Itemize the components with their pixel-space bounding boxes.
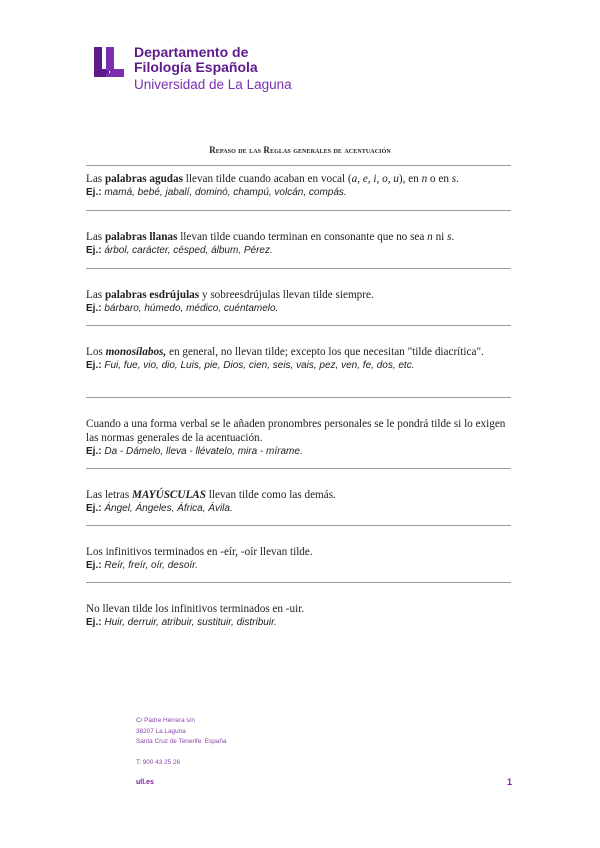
rule-example: Ej.: Huir, derruir, atribuir, sustituir, distribuir. <box>86 617 277 628</box>
rule-text: Las letras MAYÚSCULAS llevan tilde como las demás. <box>86 489 336 501</box>
phone: T: 900 43 25 26 <box>136 758 181 766</box>
rule-infinitivos-eir-oir <box>86 545 514 573</box>
page-number: 1 <box>507 777 513 787</box>
rule-agudas <box>86 172 514 200</box>
divider <box>86 165 511 166</box>
rule-monosilabos <box>86 345 514 373</box>
department-logo <box>92 45 292 93</box>
logo-text <box>134 45 292 93</box>
document-title: Repaso de las Reglas generales de acentuación <box>209 145 391 155</box>
divider <box>86 268 511 269</box>
logo-line-2: Filología Española <box>134 59 258 75</box>
rule-text: Las palabras esdrújulas y sobreesdrújulas llevan tilde siempre. <box>86 289 374 301</box>
divider <box>86 210 511 211</box>
rule-llanas <box>86 230 514 258</box>
rule-text: No llevan tilde los infinitivos terminados en -uir. <box>86 603 305 615</box>
address-line: 38207 La Laguna <box>136 727 186 735</box>
divider <box>86 525 511 526</box>
rule-text: Los monosílabos, en general, no llevan tilde; excepto los que necesitan "tilde diacrítica". <box>86 346 484 358</box>
logo-line-3: Universidad de La Laguna <box>134 77 292 92</box>
rule-example: Ej.: Fui, fue, vio, dio, Luis, pie, Dios, cien, seis, vais, pez, ven, fe, dos, etc. <box>86 360 415 371</box>
rule-infinitivos-uir <box>86 602 514 630</box>
rule-example: Ej.: mamá, bebé, jabalí, dominó, champú, volcán, compás. <box>86 187 347 198</box>
divider <box>86 582 511 583</box>
rule-verbos-pronombres <box>86 417 514 459</box>
rule-text: Cuando a una forma verbal se le añaden pronombres personales se le pondrá tilde si lo exigen las normas generales de la acentuación. <box>86 418 506 444</box>
rule-example: Ej.: bárbaro, húmedo, médico, cuéntamelo. <box>86 303 279 314</box>
address-line: Santa Cruz de Tenerife. España <box>136 738 227 745</box>
rule-text: Las palabras llanas llevan tilde cuando terminan en consonante que no sea n ni s. <box>86 231 455 243</box>
website-link[interactable]: ull.es <box>136 779 154 786</box>
rule-text: Los infinitivos terminados en -eír, -oír llevan tilde. <box>86 546 313 558</box>
rule-example: Ej.: Reír, freír, oír, desoír. <box>86 560 198 571</box>
address-line: C/ Padre Herrera s/n <box>136 717 195 724</box>
rule-text: Las palabras agudas llevan tilde cuando acaban en vocal (a, e, i, o, u), en n o en s. <box>86 173 459 185</box>
footer-address <box>136 716 226 768</box>
rule-example: Ej.: Da - Dámelo, lleva - llévatelo, mira - mírame. <box>86 446 303 457</box>
rule-mayusculas <box>86 488 514 516</box>
rule-example: Ej.: árbol, carácter, césped, álbum, Pérez. <box>86 245 273 256</box>
logo-line-1: Departamento de <box>134 44 249 60</box>
rule-example: Ej.: Ángel, Ángeles, África, Ávila. <box>86 503 233 514</box>
divider <box>86 325 511 326</box>
ull-logo-icon <box>92 45 126 79</box>
rule-esdrujulas <box>86 288 514 316</box>
divider <box>86 468 511 469</box>
divider <box>86 397 511 398</box>
